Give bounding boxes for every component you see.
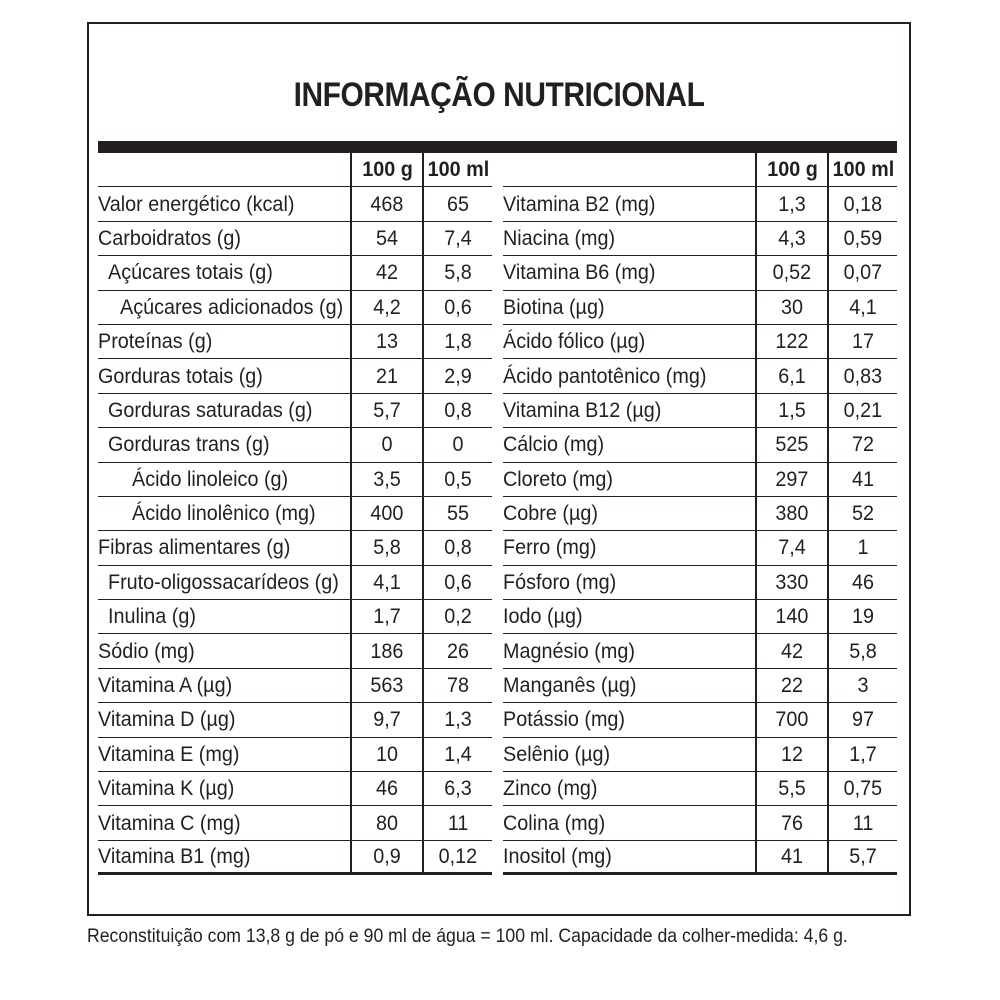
value-100ml: 5,8 bbox=[444, 260, 472, 285]
value-100ml: 78 bbox=[446, 673, 469, 698]
table-row bbox=[98, 222, 492, 256]
value-100g: 46 bbox=[352, 772, 424, 805]
value-100g: 186 bbox=[352, 634, 424, 667]
value-100ml: 65 bbox=[446, 191, 469, 216]
table-row bbox=[503, 497, 897, 531]
value-100ml: 0,12 bbox=[438, 844, 478, 868]
nutrient-name: Açúcares adicionados (g) bbox=[98, 291, 352, 324]
value-100ml: 4,1 bbox=[849, 294, 877, 319]
value-100ml: 1,3 bbox=[444, 707, 472, 732]
nutrient-name: Vitamina E (mg) bbox=[98, 738, 352, 771]
value-100g: 12 bbox=[757, 738, 829, 771]
value-100g: 42 bbox=[757, 634, 829, 667]
nutrient-name: Niacina (mg) bbox=[503, 222, 757, 255]
table-row bbox=[503, 841, 897, 875]
nutrient-name: Colina (mg) bbox=[503, 806, 757, 839]
value-100ml: 5,7 bbox=[849, 844, 877, 868]
value-100g: 330 bbox=[757, 566, 829, 599]
table-row bbox=[503, 463, 897, 497]
nutrition-table-left bbox=[98, 153, 492, 875]
table-row bbox=[503, 325, 897, 359]
table-row bbox=[98, 187, 492, 221]
value-100g: 1,5 bbox=[757, 394, 829, 427]
nutrient-name: Carboidratos (g) bbox=[98, 222, 352, 255]
table-row bbox=[98, 394, 492, 428]
nutrient-name: Vitamina B2 (mg) bbox=[503, 187, 757, 220]
table-row bbox=[503, 634, 897, 668]
table-row bbox=[503, 738, 897, 772]
nutrient-name: Vitamina K (µg) bbox=[98, 772, 352, 805]
nutrient-name: Gorduras trans (g) bbox=[98, 428, 352, 461]
table-row bbox=[98, 772, 492, 806]
value-100ml: 0,6 bbox=[444, 569, 472, 594]
value-100ml: 0,75 bbox=[843, 776, 883, 801]
header-rule bbox=[98, 141, 897, 153]
value-100g: 1,3 bbox=[757, 187, 829, 220]
value-100g: 13 bbox=[352, 325, 424, 358]
value-100g: 3,5 bbox=[352, 463, 424, 496]
nutrient-name: Cloreto (mg) bbox=[503, 463, 757, 496]
table-row bbox=[98, 359, 492, 393]
nutrient-name: Fósforo (mg) bbox=[503, 566, 757, 599]
footnote: Reconstituição com 13,8 g de pó e 90 ml de água = 100 ml. Capacidade da colher-medida: 4,6 g. bbox=[87, 925, 848, 947]
value-100g: 76 bbox=[757, 806, 829, 839]
page-title: INFORMAÇÃO NUTRICIONAL bbox=[293, 76, 705, 114]
value-100ml: 0,8 bbox=[444, 535, 472, 560]
value-100ml: 0,5 bbox=[444, 466, 472, 491]
value-100ml: 0,18 bbox=[843, 191, 883, 216]
table-row bbox=[98, 497, 492, 531]
value-100ml: 55 bbox=[446, 501, 469, 526]
value-100ml: 0,59 bbox=[843, 225, 883, 250]
value-100ml: 1,4 bbox=[444, 741, 472, 766]
value-100ml: 0 bbox=[452, 432, 464, 457]
nutrition-table-right bbox=[503, 153, 897, 875]
value-100ml: 1,7 bbox=[849, 741, 877, 766]
nutrient-name: Fruto-oligossacarídeos (g) bbox=[98, 566, 352, 599]
nutrient-name: Cobre (µg) bbox=[503, 497, 757, 530]
value-100ml: 11 bbox=[447, 810, 469, 835]
value-100ml: 19 bbox=[851, 604, 874, 629]
nutrient-name: Ferro (mg) bbox=[503, 531, 757, 564]
value-100g: 54 bbox=[352, 222, 424, 255]
value-100ml: 0,07 bbox=[843, 260, 883, 285]
header-100g: 100 g bbox=[757, 153, 829, 186]
table-row bbox=[98, 566, 492, 600]
value-100ml: 1 bbox=[857, 535, 869, 560]
table-header-row bbox=[98, 153, 492, 187]
table-header-row bbox=[503, 153, 897, 187]
value-100g: 4,3 bbox=[757, 222, 829, 255]
nutrient-name: Gorduras saturadas (g) bbox=[98, 394, 352, 427]
table-row bbox=[503, 291, 897, 325]
value-100ml: 6,3 bbox=[444, 776, 472, 801]
value-100ml: 5,8 bbox=[849, 638, 877, 663]
value-100g: 0 bbox=[352, 428, 424, 461]
nutrient-name: Ácido linoleico (g) bbox=[98, 463, 352, 496]
value-100ml: 2,9 bbox=[444, 363, 472, 388]
value-100g: 30 bbox=[757, 291, 829, 324]
value-100ml: 0,2 bbox=[444, 604, 472, 629]
value-100g: 6,1 bbox=[757, 359, 829, 392]
value-100g: 380 bbox=[757, 497, 829, 530]
nutrient-name: Selênio (µg) bbox=[503, 738, 757, 771]
header-100g: 100 g bbox=[352, 153, 424, 186]
nutrient-name: Vitamina A (µg) bbox=[98, 669, 352, 702]
nutrient-name: Vitamina C (mg) bbox=[98, 806, 352, 839]
nutrient-name: Vitamina B1 (mg) bbox=[98, 841, 352, 872]
value-100ml: 0,8 bbox=[444, 397, 472, 422]
table-row bbox=[98, 703, 492, 737]
nutrient-name: Vitamina B12 (µg) bbox=[503, 394, 757, 427]
table-row bbox=[98, 463, 492, 497]
value-100g: 7,4 bbox=[757, 531, 829, 564]
table-row bbox=[503, 187, 897, 221]
value-100ml: 46 bbox=[851, 569, 874, 594]
value-100g: 41 bbox=[757, 841, 829, 872]
table-row bbox=[503, 256, 897, 290]
nutrient-name: Ácido linolênico (mg) bbox=[98, 497, 352, 530]
value-100g: 22 bbox=[757, 669, 829, 702]
value-100g: 0,52 bbox=[757, 256, 829, 289]
value-100g: 0,9 bbox=[352, 841, 424, 872]
value-100ml: 52 bbox=[851, 501, 874, 526]
value-100ml: 0,83 bbox=[843, 363, 883, 388]
nutrient-name: Vitamina B6 (mg) bbox=[503, 256, 757, 289]
value-100ml: 7,4 bbox=[444, 225, 472, 250]
table-row bbox=[98, 428, 492, 462]
value-100g: 21 bbox=[352, 359, 424, 392]
table-row bbox=[98, 531, 492, 565]
nutrient-name: Ácido fólico (µg) bbox=[503, 325, 757, 358]
value-100g: 700 bbox=[757, 703, 829, 736]
table-row bbox=[503, 394, 897, 428]
nutrient-name: Iodo (µg) bbox=[503, 600, 757, 633]
table-row bbox=[98, 634, 492, 668]
nutrient-name: Zinco (mg) bbox=[503, 772, 757, 805]
nutrient-name: Açúcares totais (g) bbox=[98, 256, 352, 289]
nutrient-name: Vitamina D (µg) bbox=[98, 703, 352, 736]
table-row bbox=[503, 669, 897, 703]
value-100ml: 41 bbox=[851, 466, 874, 491]
table-row bbox=[98, 806, 492, 840]
table-row bbox=[503, 600, 897, 634]
value-100ml: 17 bbox=[851, 329, 874, 354]
nutrient-name: Inulina (g) bbox=[98, 600, 352, 633]
nutrient-name: Proteínas (g) bbox=[98, 325, 352, 358]
value-100g: 80 bbox=[352, 806, 424, 839]
nutrient-name: Valor energético (kcal) bbox=[98, 187, 352, 220]
nutrient-name: Fibras alimentares (g) bbox=[98, 531, 352, 564]
value-100g: 563 bbox=[352, 669, 424, 702]
header-100ml: 100 ml bbox=[832, 157, 894, 182]
table-row bbox=[503, 703, 897, 737]
table-row bbox=[503, 531, 897, 565]
nutrient-name: Sódio (mg) bbox=[98, 634, 352, 667]
nutrient-name: Inositol (mg) bbox=[503, 841, 757, 872]
value-100ml: 0,6 bbox=[444, 294, 472, 319]
table-row bbox=[98, 738, 492, 772]
value-100g: 5,7 bbox=[352, 394, 424, 427]
table-row bbox=[98, 669, 492, 703]
value-100g: 5,5 bbox=[757, 772, 829, 805]
value-100g: 525 bbox=[757, 428, 829, 461]
table-row bbox=[98, 325, 492, 359]
table-row bbox=[503, 806, 897, 840]
table-row bbox=[503, 222, 897, 256]
value-100g: 4,1 bbox=[352, 566, 424, 599]
value-100ml: 97 bbox=[851, 707, 874, 732]
table-row bbox=[503, 428, 897, 462]
value-100g: 10 bbox=[352, 738, 424, 771]
nutrient-name: Magnésio (mg) bbox=[503, 634, 757, 667]
value-100g: 122 bbox=[757, 325, 829, 358]
table-row bbox=[98, 256, 492, 290]
value-100g: 297 bbox=[757, 463, 829, 496]
nutrient-name: Cálcio (mg) bbox=[503, 428, 757, 461]
nutrient-name: Gorduras totais (g) bbox=[98, 359, 352, 392]
table-row bbox=[98, 291, 492, 325]
value-100g: 5,8 bbox=[352, 531, 424, 564]
nutrient-name: Potássio (mg) bbox=[503, 703, 757, 736]
nutrient-name: Manganês (µg) bbox=[503, 669, 757, 702]
value-100g: 4,2 bbox=[352, 291, 424, 324]
table-row bbox=[98, 841, 492, 875]
table-row bbox=[98, 600, 492, 634]
value-100ml: 1,8 bbox=[444, 329, 472, 354]
header-empty-cell bbox=[503, 153, 757, 186]
header-empty-cell bbox=[98, 153, 352, 186]
nutrient-name: Ácido pantotênico (mg) bbox=[503, 359, 757, 392]
table-row bbox=[503, 772, 897, 806]
value-100g: 1,7 bbox=[352, 600, 424, 633]
value-100g: 400 bbox=[352, 497, 424, 530]
value-100g: 42 bbox=[352, 256, 424, 289]
value-100ml: 72 bbox=[851, 432, 874, 457]
value-100g: 468 bbox=[352, 187, 424, 220]
value-100ml: 26 bbox=[446, 638, 469, 663]
header-100ml: 100 ml bbox=[427, 157, 489, 182]
value-100g: 140 bbox=[757, 600, 829, 633]
nutrient-name: Biotina (µg) bbox=[503, 291, 757, 324]
table-row bbox=[503, 359, 897, 393]
table-row bbox=[503, 566, 897, 600]
value-100ml: 11 bbox=[852, 810, 874, 835]
value-100ml: 3 bbox=[857, 673, 869, 698]
value-100g: 9,7 bbox=[352, 703, 424, 736]
value-100ml: 0,21 bbox=[843, 397, 883, 422]
